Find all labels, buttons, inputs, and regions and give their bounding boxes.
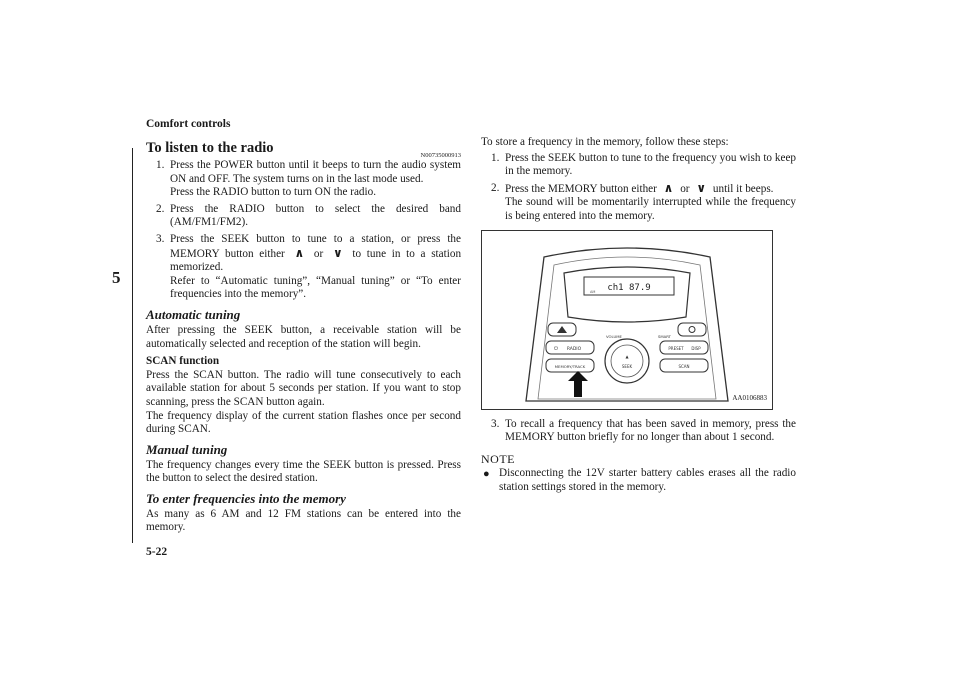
automatic-tuning-body: After pressing the SEEK button, a receivable station will be automatically selected and reception of the station will begin.	[146, 323, 461, 350]
store-steps	[481, 152, 796, 224]
down-arrow-icon: ∨	[696, 180, 707, 195]
up-arrow-icon: ∧	[294, 245, 305, 260]
note-label: NOTE	[481, 451, 515, 466]
step-item	[146, 233, 461, 302]
step-number: 1.	[156, 159, 165, 171]
step-item	[481, 152, 796, 179]
svg-text:SEEK: SEEK	[621, 363, 633, 369]
svg-text:VOLUME: VOLUME	[606, 333, 622, 339]
chapter-tab: 5	[112, 268, 121, 287]
step-text: Press the RADIO button to select the desired band (AM/FM1/FM2).	[170, 202, 461, 229]
svg-text:▲: ▲	[625, 353, 629, 359]
step-text: Press the RADIO button to turn ON the radio.	[170, 186, 377, 199]
section-code: N00735000913	[420, 152, 461, 159]
step-text-part: until it beeps.	[712, 182, 774, 195]
step-text: Press the POWER button until it beeps to turn the audio system ON and OFF. The system turns on in the last mode used.	[170, 159, 461, 185]
automatic-tuning-heading: Automatic tuning	[146, 306, 241, 322]
scan-function-heading: SCAN function	[146, 355, 220, 368]
step-text	[505, 182, 796, 197]
step-text-part: Press the MEMORY button either	[505, 182, 657, 195]
step-note: The sound will be momentarily interrupted while the frequency is being entered into the memory.	[505, 196, 796, 222]
bullet-icon: ●	[483, 468, 490, 481]
step-text-part: to tune in to a station memorized.	[170, 247, 462, 274]
svg-text:RADIO: RADIO	[566, 346, 582, 352]
step-number: 2.	[156, 202, 165, 215]
step-number: 3.	[156, 232, 165, 245]
step-item	[146, 159, 461, 200]
radio-panel-illustration	[482, 231, 772, 409]
radio-panel-figure	[481, 230, 773, 410]
svg-text:⏻: ⏻	[554, 345, 558, 352]
manual-tuning-heading: Manual tuning	[146, 441, 228, 457]
lcd-display-text: ch1 87.9	[607, 282, 651, 293]
step-item	[481, 182, 796, 224]
step-number: 2.	[491, 181, 500, 194]
svg-text:MEMORY/TRACK: MEMORY/TRACK	[554, 363, 586, 369]
step-text: Press the SEEK button to tune to the frequency you wish to keep in the memory.	[505, 151, 796, 178]
scan-function-body-2: The frequency display of the current station flashes once per second during SCAN.	[146, 409, 461, 436]
svg-text:SCAN: SCAN	[678, 363, 690, 369]
right-column	[481, 136, 796, 495]
running-header: Comfort controls	[146, 118, 231, 130]
recall-steps	[481, 418, 796, 445]
radio-steps	[146, 159, 461, 302]
step-text-part: Press the SEEK button to tune to a station, or press the MEMORY button either	[170, 232, 461, 260]
step-item	[481, 418, 796, 445]
section-title-text: To listen to the radio	[146, 140, 274, 156]
step-text: To recall a frequency that has been saved in memory, press the MEMORY button briefly for no longer than about 1 second.	[505, 417, 796, 444]
left-column	[146, 139, 461, 535]
svg-text:SMART: SMART	[658, 333, 671, 339]
note-text: Disconnecting the 12V starter battery cables erases all the radio station settings stored in the memory.	[499, 467, 796, 493]
step-text	[170, 233, 461, 275]
store-intro: To store a frequency in the memory, follow these steps:	[481, 136, 729, 148]
figure-code: AA0106883	[732, 393, 767, 402]
memory-body: As many as 6 AM and 12 FM stations can be entered into the memory.	[146, 507, 461, 534]
step-number: 3.	[491, 417, 500, 430]
step-text-or: or	[680, 182, 690, 195]
scan-function-body: Press the SCAN button. The radio will tune consecutively to each available station for about 5 seconds per station. If you want to stop scanning, press the SCAN button again.	[146, 368, 461, 408]
chapter-divider	[132, 148, 133, 543]
page-number: 5-22	[146, 546, 168, 558]
manual-tuning-body: The frequency changes every time the SEEK button is pressed. Press the button to select the desired station.	[146, 458, 461, 485]
svg-text:AM: AM	[590, 289, 596, 294]
up-arrow-icon: ∧	[663, 180, 674, 195]
section-title	[146, 139, 461, 157]
memory-heading: To enter frequencies into the memory	[146, 490, 346, 506]
svg-text:DISP: DISP	[691, 345, 701, 351]
step-item	[146, 203, 461, 230]
step-number: 1.	[491, 151, 500, 164]
down-arrow-icon: ∨	[332, 245, 343, 260]
note-item	[481, 467, 796, 494]
step-text-or: or	[313, 247, 324, 260]
step-reference: Refer to “Automatic tuning”, “Manual tuning” or “To enter frequencies into the memory”.	[170, 274, 461, 301]
svg-text:PRESET: PRESET	[668, 345, 684, 351]
